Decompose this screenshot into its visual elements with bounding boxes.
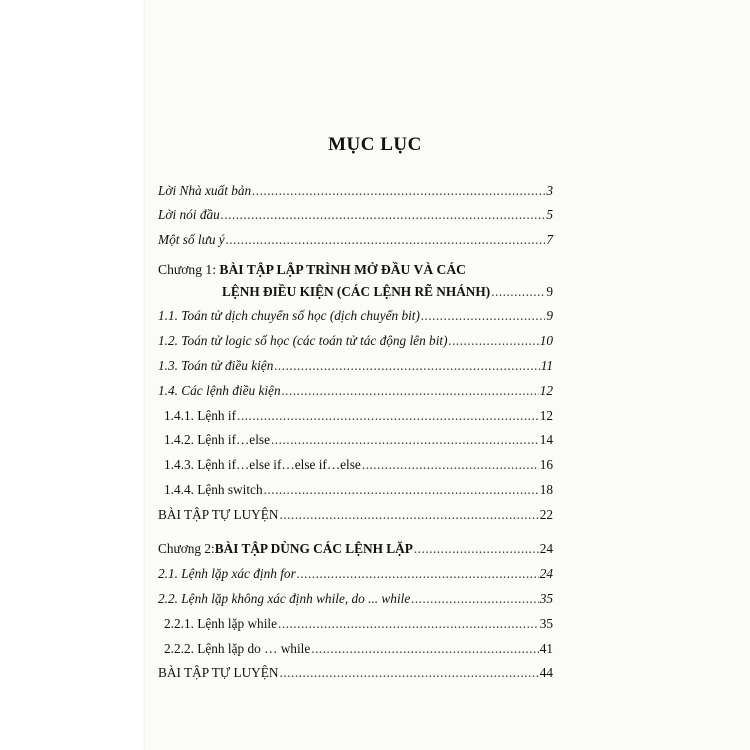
toc-entry-label: 1.4.1. Lệnh if <box>164 408 237 423</box>
toc-page-number: 9 <box>546 308 553 323</box>
toc-entry-2-2-1 <box>164 616 553 636</box>
toc-entry-2-2-2 <box>164 641 553 661</box>
chapter-prefix: Chương 2: <box>158 541 215 556</box>
toc-leader <box>280 507 539 523</box>
toc-leader <box>237 408 539 424</box>
toc-entry-label: BÀI TẬP DÙNG CÁC LỆNH LẶP <box>214 541 413 556</box>
toc-entry-label: Một số lưu ý <box>158 232 225 247</box>
toc-page-number: 11 <box>540 358 553 373</box>
toc-entry-label: 1.2. Toán tử logic số học (các toán tử tác động lên bit) <box>158 333 448 348</box>
toc-leader <box>311 641 538 657</box>
toc-page-number: 12 <box>539 383 553 398</box>
toc-leader <box>491 284 545 300</box>
toc-leader <box>282 383 539 399</box>
toc-leader <box>362 457 539 473</box>
toc-entry-label: 1.1. Toán tử dịch chuyển số học (dịch chuyển bit) <box>158 308 420 323</box>
toc-entry-foreword <box>158 207 553 227</box>
toc-leader <box>414 541 539 557</box>
toc-entry-2-2 <box>158 591 553 611</box>
toc-entry-label: 1.4.3. Lệnh if…else if…else if…else <box>164 457 361 472</box>
toc-entry-label: 2.1. Lệnh lặp xác định for <box>158 566 296 581</box>
toc-page-number: 5 <box>546 207 553 222</box>
toc-leader <box>297 566 539 582</box>
toc-entry-exercises-1 <box>158 507 553 527</box>
toc-entry-1-1 <box>158 308 553 328</box>
toc-entry-label: 2.2.2. Lệnh lặp do … while <box>164 641 311 656</box>
toc-page-number: 9 <box>546 284 553 299</box>
toc-entry-label: 2.2.1. Lệnh lặp while <box>164 616 277 631</box>
toc-leader <box>274 358 539 374</box>
toc-entry-label: 1.4.4. Lệnh switch <box>164 482 263 497</box>
toc-entry-publisher-note <box>158 183 553 203</box>
toc-entry-1-3 <box>158 358 553 378</box>
toc-entry-label: Lời nói đầu <box>158 207 220 222</box>
toc-leader <box>421 308 545 324</box>
toc-page-number: 41 <box>539 641 553 656</box>
chapter-prefix: Chương 1: <box>158 262 220 277</box>
toc-leader <box>411 591 538 607</box>
toc-leader <box>271 432 539 448</box>
toc-page-number: 3 <box>546 183 553 198</box>
toc-page-number: 35 <box>539 591 553 606</box>
toc-leader <box>280 665 539 681</box>
toc-leader <box>226 232 546 248</box>
toc-entry-1-4 <box>158 383 553 403</box>
toc-leader <box>278 616 539 632</box>
toc-entry-label: 1.4.2. Lệnh if…else <box>164 432 270 447</box>
toc-page-number: 35 <box>539 616 553 631</box>
toc-leader <box>264 482 539 498</box>
toc-entry-1-4-3 <box>164 457 553 477</box>
toc-page-number: 10 <box>539 333 553 348</box>
toc-entry-chapter-1 <box>222 284 553 304</box>
toc-entry-chapter-2 <box>158 541 553 561</box>
toc-page-number: 7 <box>546 232 553 247</box>
toc-entry-label: 1.4. Các lệnh điều kiện <box>158 383 281 398</box>
toc-entry-2-1 <box>158 566 553 586</box>
toc-entry-label: 1.3. Toán tử điều kiện <box>158 358 274 373</box>
toc-page-number: 14 <box>539 432 553 447</box>
chapter-title: BÀI TẬP LẬP TRÌNH MỞ ĐẦU VÀ CÁC <box>219 262 466 277</box>
toc-leader <box>252 183 545 199</box>
toc-page-number: 16 <box>539 457 553 472</box>
toc-page-number: 24 <box>539 541 553 556</box>
toc-page-number: 44 <box>539 665 553 680</box>
toc-page-number: 12 <box>539 408 553 423</box>
toc-entry-label: LỆNH ĐIỀU KIỆN (CÁC LỆNH RẼ NHÁNH) <box>222 284 491 299</box>
toc-entry-label: BÀI TẬP TỰ LUYỆN <box>158 507 279 522</box>
toc-entry-1-4-2 <box>164 432 553 452</box>
toc-entry-1-2 <box>158 333 553 353</box>
toc-page-number: 22 <box>539 507 553 522</box>
toc-entry-notes <box>158 232 553 252</box>
toc-page-number: 24 <box>539 566 553 581</box>
toc-leader <box>449 333 539 349</box>
toc-entry-label: Lời Nhà xuất bản <box>158 183 252 198</box>
toc-entry-1-4-4 <box>164 482 553 502</box>
toc-leader <box>221 207 546 223</box>
toc-entry-exercises-2 <box>158 665 553 685</box>
chapter-1-heading-line1 <box>158 262 466 278</box>
toc-entry-1-4-1 <box>164 408 553 428</box>
toc-page-number: 18 <box>539 482 553 497</box>
page-title: MỤC LỤC <box>328 134 422 155</box>
toc-entry-label: 2.2. Lệnh lặp không xác định while, do ... while <box>158 591 411 606</box>
toc-entry-label: BÀI TẬP TỰ LUYỆN <box>158 665 279 680</box>
